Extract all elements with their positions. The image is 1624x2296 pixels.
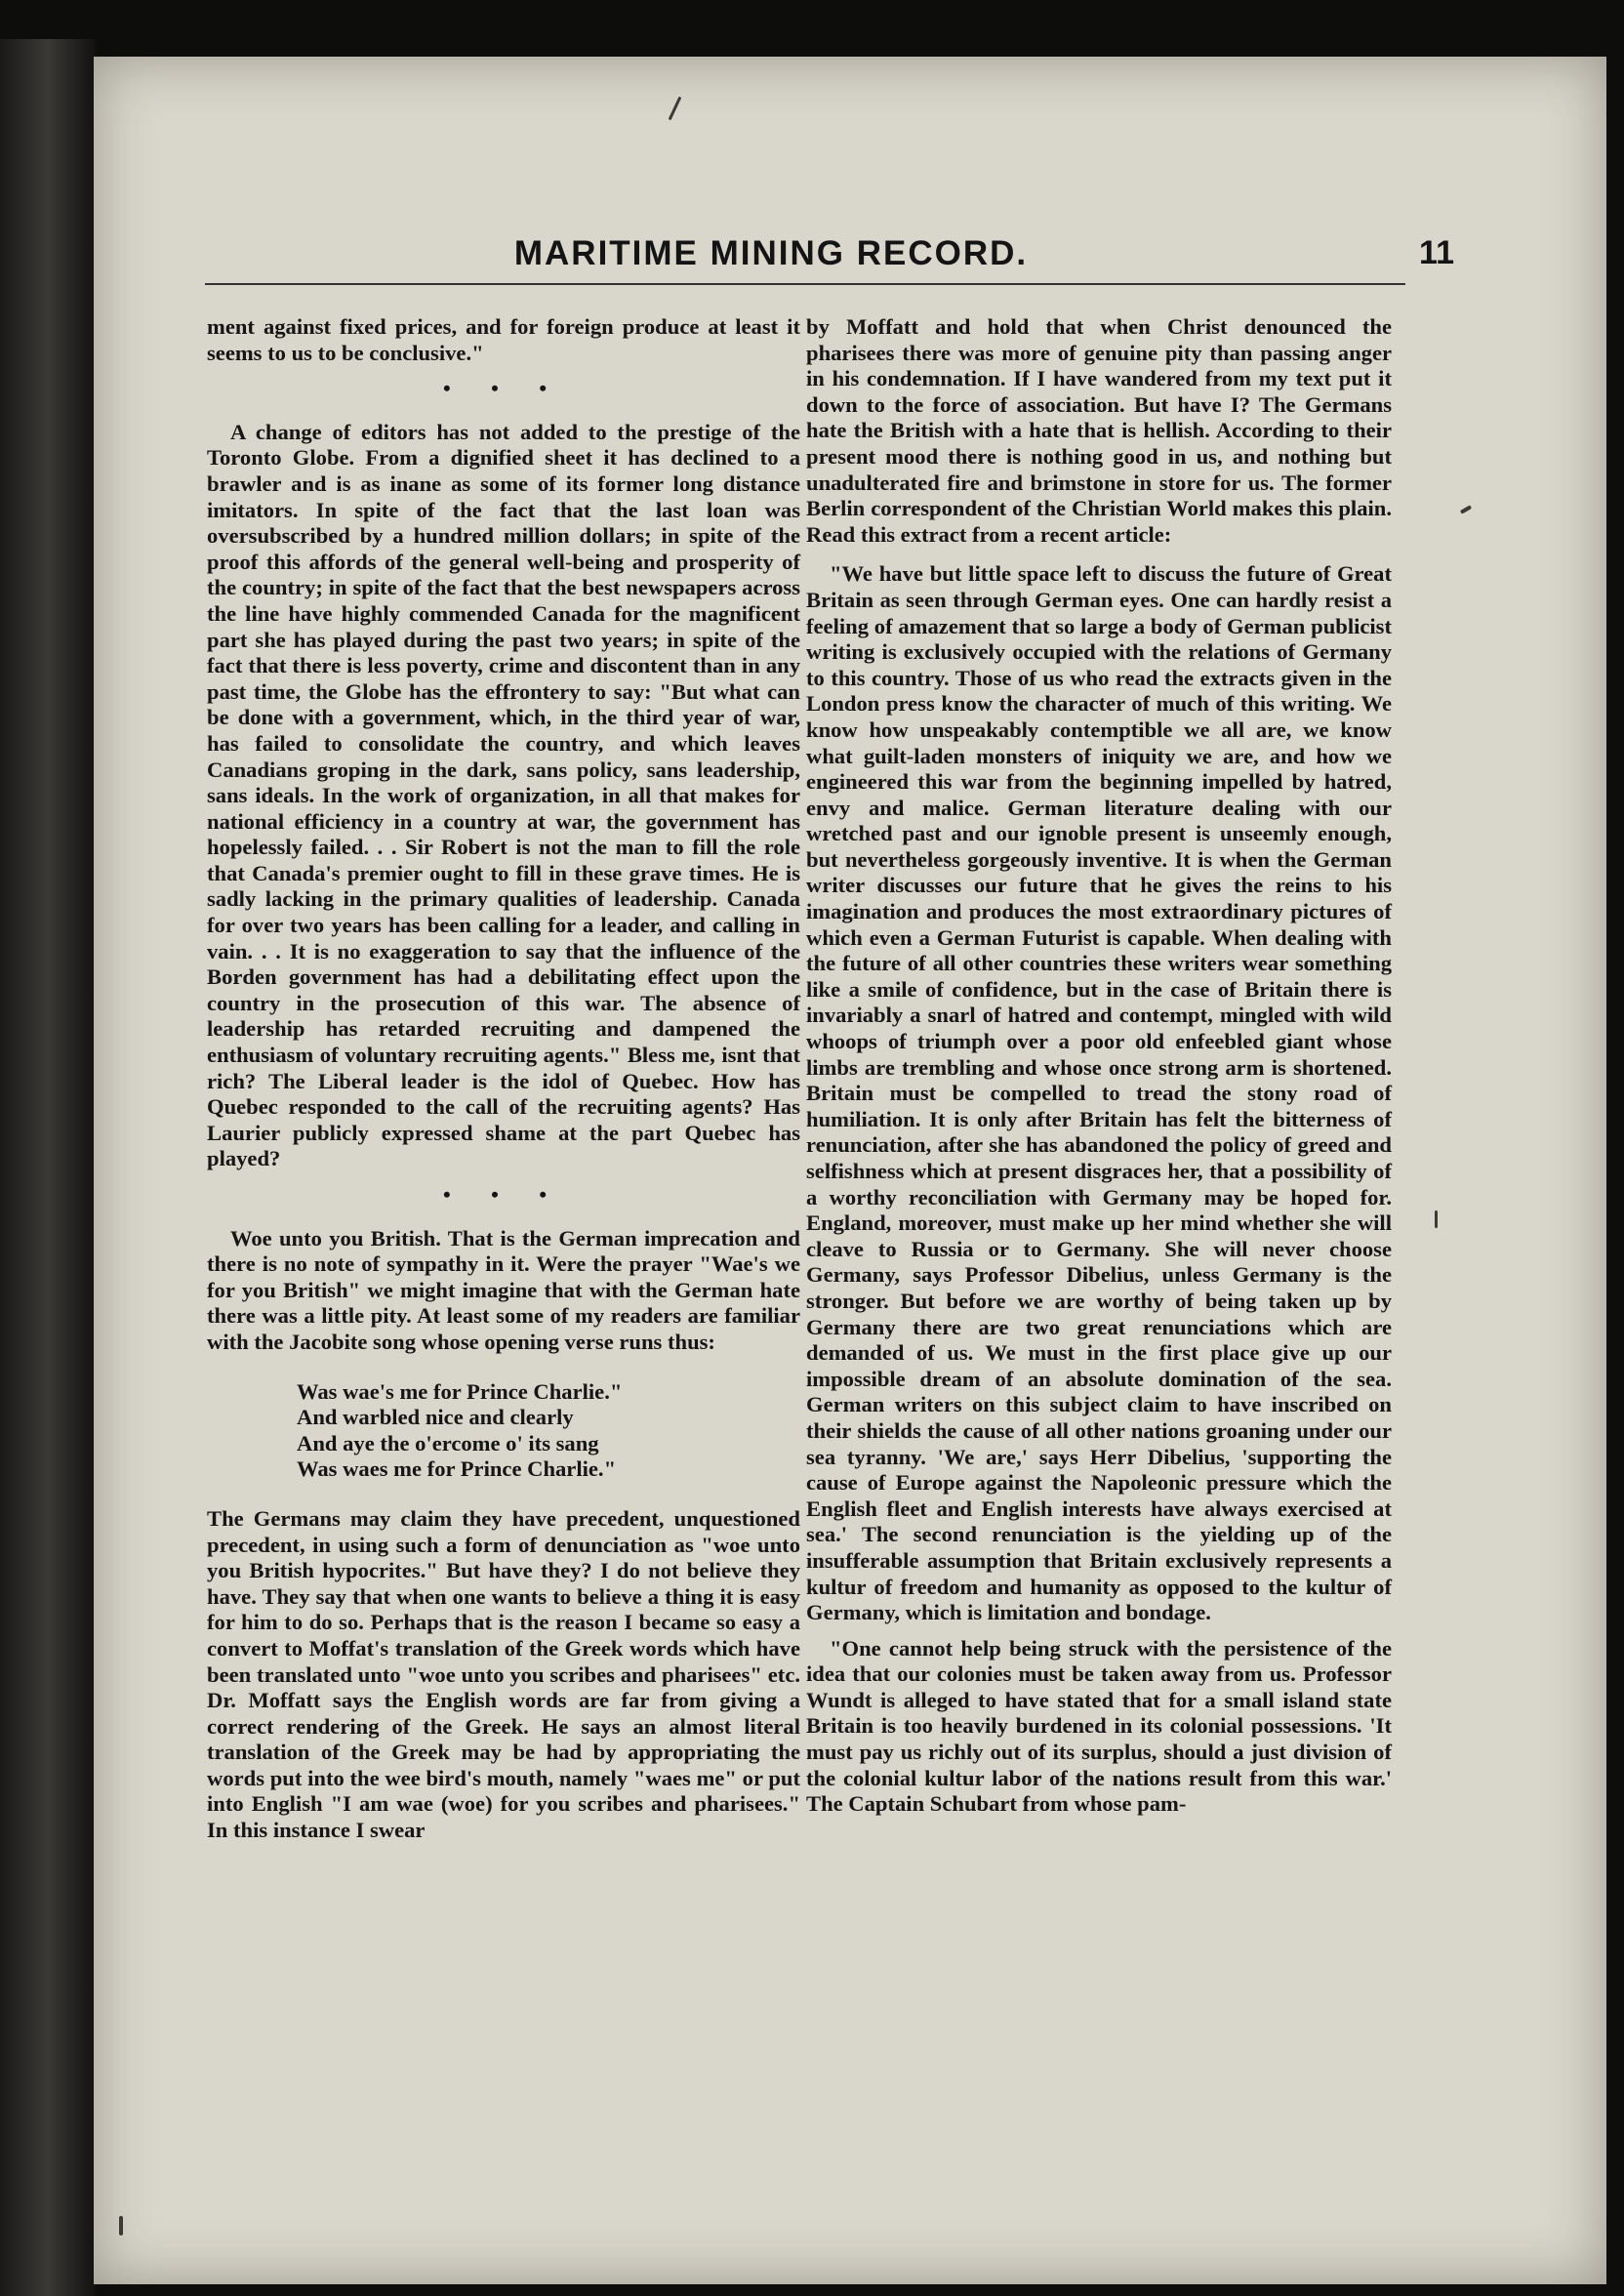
section-separator: • • • — [442, 1182, 565, 1207]
paragraph: "One cannot help being struck with the persistence of the idea that our colonies must be taken away from us. Professor Wundt is alleged to have stated that for a small island state Britain is too heavily burdened in its colonial possessions. 'It must pay us richly out of its surplus, should a just division of the colonial kultur labor of the nations result from this war.' The Captain Schubart from whose pam- — [806, 1635, 1392, 1817]
ink-mark — [1435, 1210, 1438, 1228]
verse-line: Was wae's me for Prince Charlie." — [297, 1378, 623, 1404]
paragraph: The Germans may claim they have precedent, unquestioned precedent, in using such a form of denunciation as "woe unto you British hypocrites." But have they? I do not believe they have. They say that when one wants to believe a thing it is easy for him to do so. Perhaps that is the reason I became so easy a convert to Moffat's translation of the Greek words which have been translated unto "woe unto you scribes and pharisees" etc. Dr. Moffatt says the English words are far from giving a correct rendering of the Greek. He says an almost literal translation of the Greek may be had by appropriating the words put into the wee bird's mouth, namely "waes me" or put into English "I am wae (woe) for you scribes and pharisees." In this instance I swear — [207, 1505, 800, 1843]
verse-line: And warbled nice and clearly — [297, 1405, 574, 1430]
page-number: 11 — [1419, 234, 1454, 271]
paragraph: ment against fixed prices, and for foreign produce at least it seems to us to be conclusive." — [207, 314, 800, 365]
paragraph: Woe unto you British. That is the German imprecation and there is no note of sympathy in it. Were the prayer "Wae's we for you British" we might imagine that with the German hate there was a little pity. At least some of my readers are familiar with the Jacobite song whose opening verse runs thus: — [207, 1225, 800, 1354]
right-column — [806, 314, 1392, 1818]
ink-mark — [119, 2216, 123, 2235]
binding-edge — [0, 39, 96, 2296]
paragraph: by Moffatt and hold that when Christ denounced the pharisees there was more of genuine pity than passing anger in his condemnation. If I have wandered from my text put it down to the force of association. But have I? The Germans hate the British with a hate that is hellish. According to their present mood there is nothing good in us, and nothing but unadulterated fire and brimstone in store for us. The former Berlin correspondent of the Christian World makes this plain. Read this extract from a recent article: — [806, 314, 1392, 547]
running-title: MARITIME MINING RECORD. — [513, 234, 1029, 272]
paragraph: A change of editors has not added to the prestige of the Toronto Globe. From a dignified sheet it has declined to a brawler and is as inane as some of its former long distance imitators. In spite of the fact that the last loan was oversubscribed by a hundred million dollars; in spite of the proof this affords of the general well-being and prosperity of the country; in spite of the fact that the best newspapers across the line have highly commended Canada for the magnificent part she has played during the past two years; in spite of the fact that there is less poverty, crime and discontent than in any past time, the Globe has the effrontery to say: "But what can be done with a government, which, in the third year of war, has failed to consolidate the country, and which leaves Canadians groping in the dark, sans policy, sans leadership, sans ideals. In the work of organization, in all that makes for national efficiency in a country at war, the government has hopelessly failed. . . Sir Robert is not the man to fill the role that Canada's premier ought to fill in these grave times. He is sadly lacking in the primary qualities of leadership. Canada for over two years has been calling for a leader, and calling in vain. . . It is no exaggeration to say that the influence of the Borden government has had a debilitating effect upon the country in the prosecution of this war. The absence of leadership has retarded recruiting and dampened the enthusiasm of voluntary recruiting agents." Bless me, isnt that rich? The Liberal leader is the idol of Quebec. How has Quebec responded to the call of the recruiting agents? Has Laurier publicly expressed shame at the part Quebec has played? — [207, 419, 800, 1171]
left-column — [207, 314, 800, 1844]
verse-line: And aye the o'ercome o' its sang — [297, 1430, 599, 1456]
verse-line: Was waes me for Prince Charlie." — [297, 1456, 617, 1482]
page-header — [117, 234, 1454, 281]
verse — [297, 1379, 800, 1483]
paragraph: "We have but little space left to discuss the future of Great Britain as seen through German eyes. One can hardly resist a feeling of amazement that so large a body of German publicist writing is exclusively occupied with the relations of Germany to this country. Those of us who read the extracts given in the London press know the character of much of this writing. We know how unspeakably contemptible we all are, we know what guilt-laden monsters of iniquity we are, and how we engineered this war from the beginning impelled by hatred, envy and malice. German literature dealing with our wretched past and our ignoble present is unseemly enough, but nevertheless gorgeously inventive. It is when the German writer discusses our future that he gives the reins to his imagination and produces the most extraordinary pictures of which even a German Futurist is capable. When dealing with the future of all other countries these writers wear something like a smile of confidence, but in the case of Britain there is invariably a snarl of hatred and contempt, mingled with wild whoops of triumph over a poor old enfeebled giant whose limbs are trembling and whose once strong arm is shortened. Britain must be compelled to tread the stony road of humiliation. It is only after Britain has felt the bitterness of renunciation, after she has abandoned the policy of greed and selfishness which at present disgraces her, that a possibility of a worthy reconciliation with Germany may be hoped for. England, moreover, must make up her mind whether she will cleave to Russia or to Germany. She will never choose Germany, says Professor Dibelius, unless Germany is the stronger. But before we are worthy of being taken up by Germany there are two great renunciations which are demanded of us. We must in the first place give up our impossible dream of an absolute domination of the sea. German writers on this subject claim to have inscribed on their shields the cause of all other nations groaning under our sea tyranny. 'We are,' says Herr Dibelius, 'supporting the cause of Europe against the Napoleonic pressure which the English fleet and English interests have always exercised at sea.' The second renunciation is the yielding up of the insufferable assumption that Britain exclusively represents a kultur of freedom and humanity as opposed to the kultur of Germany, which is limitation and bondage. — [806, 561, 1392, 1625]
header-rule — [205, 283, 1405, 285]
section-separator: • • • — [442, 376, 565, 401]
